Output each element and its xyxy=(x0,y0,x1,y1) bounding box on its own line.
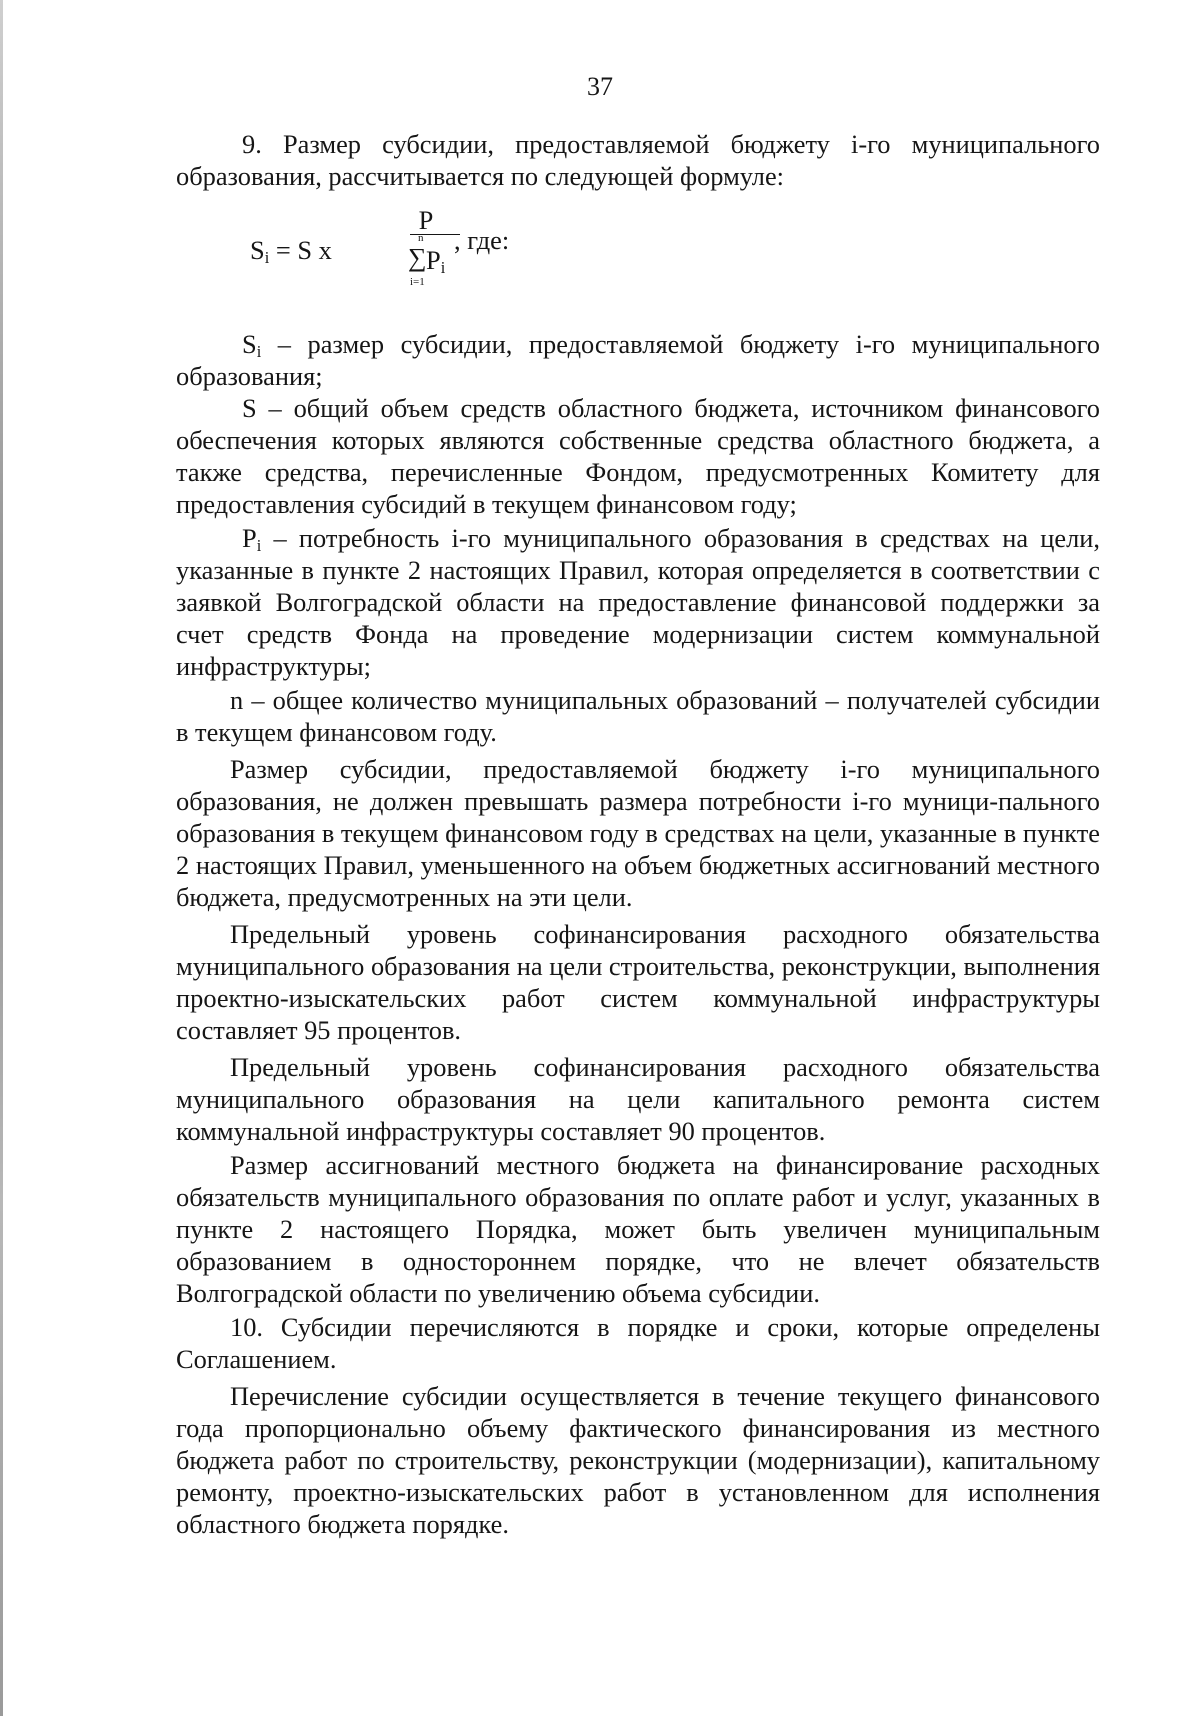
definition-pi-text: – потребность i-го муниципального образования в средствах на цели, указанные в пункте 2 настоящих Правил, которая определяется в соответствии с заявкой Волгоградской области на предоставление финансовой поддержки за счет средств Фонда на проведение модернизации систем коммунальной инфраструктуры; xyxy=(176,523,1100,681)
paragraph-transfer: Перечисление субсидии осуществляется в течение текущего финансового года пропорционально объему фактического финансирования из местного бюджета работ по строительству, реконструкции (модернизации), капитальному ремонту, проектно-изыскательских работ в установленном для исполнения областного бюджета порядке. xyxy=(176,1381,1100,1539)
formula-middle: = S x xyxy=(269,235,339,265)
formula-lhs-subscript: i xyxy=(264,248,270,268)
definition-si-subscript: i xyxy=(256,342,262,362)
paragraph-subsidy-size: Размер субсидии, предоставляемой бюджету i-го муниципального образования, не должен превышать размера потребности i-го муници-пального образования в текущем финансовом году в средствах на цели, указанные в пункте 2 настоящих Правил, уменьшенного на объем бюджетных ассигнований местного бюджета, предусмотренных на эти цели. xyxy=(176,754,1100,912)
formula-sum-arg-symbol: P xyxy=(426,245,441,275)
paragraph-10: 10. Субсидии перечисляются в порядке и сроки, которые определены Соглашением. xyxy=(176,1312,1100,1374)
paragraph-cofinancing-95: Предельный уровень софинансирования расходного обязательства муниципального образования на цели строительства, реконструкции, выполнения проектно-изыскательских работ систем коммунальной инфраструктуры составляет 95 процентов. xyxy=(176,919,1100,1045)
formula-numerator: P xyxy=(418,205,434,235)
formula-lhs xyxy=(250,234,338,266)
formula-sum-symbol: ∑ xyxy=(408,243,427,272)
subsidy-formula xyxy=(250,204,1100,294)
definition-pi-subscript: i xyxy=(256,536,262,556)
formula-sum-upper-limit: n xyxy=(418,232,424,244)
page-number: 37 xyxy=(587,72,613,101)
formula-sum-lower-limit: i=1 xyxy=(410,276,425,288)
definition-pi-symbol: P xyxy=(242,523,257,553)
document-body xyxy=(176,128,1100,1540)
definition-si-symbol: S xyxy=(242,329,257,359)
definition-si xyxy=(176,328,1100,392)
formula-where: , где: xyxy=(454,225,510,255)
paragraph-assignments: Размер ассигнований местного бюджета на финансирование расходных обязательств муниципального образования по оплате работ и услуг, указанных в пункте 2 настоящего Порядка, может быть увеличен муниципальным образованием в одностороннем порядке, что не влечет обязательств Волгоградской области по увеличению объема субсидии. xyxy=(176,1150,1100,1308)
definition-s: S – общий объем средств областного бюджета, источником финансового обеспечения которых являются собственные средства областного бюджета, а также средства, перечисленные Фондом, предусмотренных Комитету для предоставления субсидий в текущем финансовом году; xyxy=(176,393,1100,519)
scan-edge xyxy=(0,0,3,1716)
paragraph-cofinancing-90: Предельный уровень софинансирования расходного обязательства муниципального образования на цели капитального ремонта систем коммунальной инфраструктуры составляет 90 процентов. xyxy=(176,1052,1100,1146)
formula-lhs-symbol: S xyxy=(250,235,265,265)
paragraph-9-intro: 9. Размер субсидии, предоставляемой бюджету i-го муниципального образования, рассчитывается по следующей формуле: xyxy=(176,129,1100,191)
formula-sum-arg-subscript: i xyxy=(440,258,446,278)
formula-sum-argument xyxy=(426,245,446,278)
definition-si-text: – размер субсидии, предоставляемой бюджету i-го муниципального образования; xyxy=(176,329,1100,391)
definition-pi xyxy=(176,522,1100,682)
definition-n: n – общее количество муниципальных образований – получателей субсидии в текущем финансовом году. xyxy=(176,685,1100,747)
